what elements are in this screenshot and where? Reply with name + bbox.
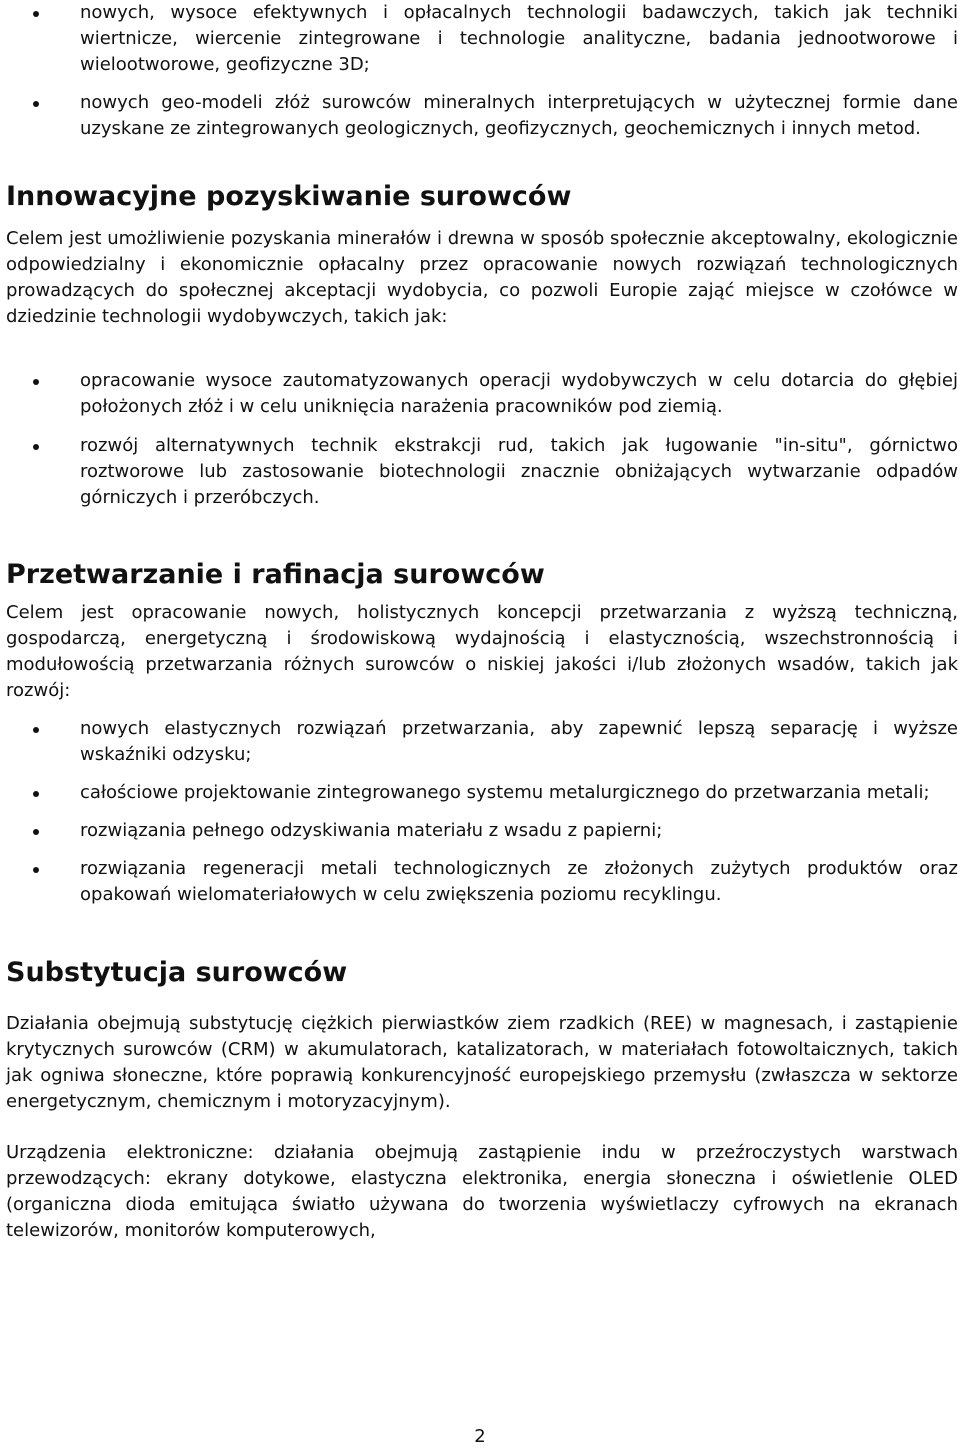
section-heading: Przetwarzanie i rafinacja surowców xyxy=(6,559,545,590)
list-item-text: opracowanie wysoce zautomatyzowanych operacji wydobywczych w celu dotarcia do głębiej położonych złóż i w celu uniknięcia narażenia pracowników pod ziemią. xyxy=(80,370,958,417)
list-item xyxy=(6,368,958,420)
list-item xyxy=(6,856,958,908)
list-item-text: rozwiązania pełnego odzyskiwania materiału z wsadu z papierni; xyxy=(80,820,663,841)
top-bullet-list xyxy=(6,0,958,142)
list-item xyxy=(6,780,958,806)
list-item-text: całościowe projektowanie zintegrowanego systemu metalurgicznego do przetwarzania metali; xyxy=(80,782,930,803)
section-heading: Innowacyjne pozyskiwanie surowców xyxy=(6,181,572,212)
section-bullet-list xyxy=(6,368,958,511)
list-item-text: nowych, wysoce efektywnych i opłacalnych technologii badawczych, takich jak techniki wiertnicze, wiercenie zintegrowane i technologie analityczne, badania jednootworowe i wielootworowe, geofizyczne 3D; xyxy=(80,2,958,75)
page-number: 2 xyxy=(474,1426,486,1447)
section-paragraph: Działania obejmują substytucję ciężkich pierwiastków ziem rzadkich (REE) w magnesach, i zastąpienie krytycznych surowców (CRM) w akumulatorach, katalizatorach, w materiałach fotowoltaicznych, takich jak ogniwa słoneczne, które poprawią konkurencyjność europejskiego przemysłu (zwłaszcza w sektorze energetycznym, chemicznym i motoryzacyjnym). xyxy=(6,1013,958,1112)
section-paragraph: Celem jest umożliwienie pozyskania minerałów i drewna w sposób społecznie akceptowalny, ekologicznie odpowiedzialny i ekonomicznie opłacalny przez opracowanie nowych rozwiązań technologicznych prowadzących do społecznej akceptacji wydobycia, co pozwoli Europie zająć miejsce w czołówce w dziedzinie technologii wydobywczych, takich jak: xyxy=(6,228,958,327)
bullet-icon xyxy=(33,379,39,385)
bullet-icon xyxy=(33,867,39,873)
section-heading: Substytucja surowców xyxy=(6,957,348,988)
list-item xyxy=(6,433,958,511)
list-item-text: rozwój alternatywnych technik ekstrakcji rud, takich jak ługowanie "in-situ", górnictwo roztworowe lub zastosowanie biotechnologii znacznie obniżających wytwarzanie odpadów górniczych i przeróbczych. xyxy=(80,435,958,508)
section-paragraph: Celem jest opracowanie nowych, holistycznych koncepcji przetwarzania z wyższą techniczną, gospodarczą, energetyczną i środowiskową wydajnością i elastycznością, wszechstronnością i modułowością przetwarzania różnych surowców o niskiej jakości i/lub złożonych wsadów, takich jak rozwój: xyxy=(6,602,958,701)
list-item xyxy=(6,0,958,78)
bullet-icon xyxy=(33,791,39,797)
list-item-text: rozwiązania regeneracji metali technologicznych ze złożonych zużytych produktów oraz opakowań wielomateriałowych w celu zwiększenia poziomu recyklingu. xyxy=(80,858,958,905)
document-page xyxy=(6,0,958,1244)
list-item xyxy=(6,818,958,844)
section-bullet-list xyxy=(6,716,958,908)
bullet-icon xyxy=(33,101,39,107)
list-item xyxy=(6,90,958,142)
bullet-icon xyxy=(33,727,39,733)
list-item-text: nowych geo-modeli złóż surowców mineralnych interpretujących w użytecznej formie dane uzyskane ze zintegrowanych geologicznych, geofizycznych, geochemicznych i innych metod. xyxy=(80,92,958,139)
section-paragraph: Urządzenia elektroniczne: działania obejmują zastąpienie indu w przeźroczystych warstwach przewodzących: ekrany dotykowe, elastyczna elektronika, energia słoneczna i oświetlenie OLED (organiczna dioda emitująca światło używana do tworzenia wyświetlaczy cyfrowych na ekranach telewizorów, monitorów komputerowych, xyxy=(6,1142,958,1241)
list-item-text: nowych elastycznych rozwiązań przetwarzania, aby zapewnić lepszą separację i wyższe wskaźniki odzysku; xyxy=(80,718,958,765)
bullet-icon xyxy=(33,444,39,450)
bullet-icon xyxy=(33,11,39,17)
list-item xyxy=(6,716,958,768)
bullet-icon xyxy=(33,829,39,835)
